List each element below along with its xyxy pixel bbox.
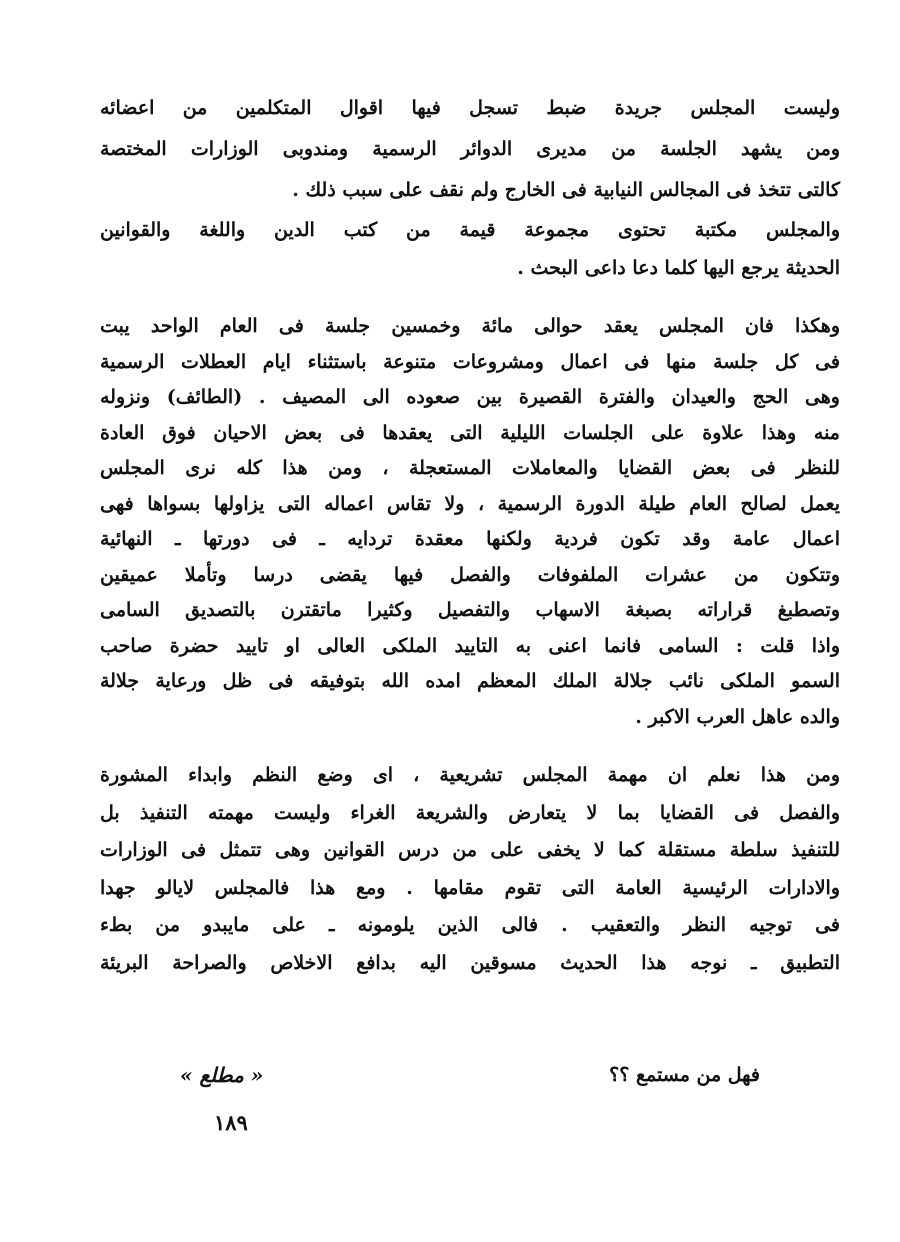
text-line: للنظر فى بعض القضايا والمعاملات المستعجلة ، ومن هذا كله نرى المجلس	[100, 457, 840, 479]
text-line: ومن يشهد الجلسة من مديرى الدوائر الرسمية ومندوبى الوزارات المختصة	[100, 138, 840, 160]
text-line: وليست المجلس جريدة ضبط تسجل فيها اقوال المتكلمين من اعضائه	[100, 97, 840, 119]
page-number: ١٨٩	[214, 1110, 248, 1135]
paragraph-4	[100, 757, 840, 982]
text-line: الحديثة يرجع اليها كلما دعا داعى البحث .	[517, 257, 840, 279]
text-line: التطبيق ـ نوجه هذا الحديث مسوقين اليه بدافع الاخلاص والصراحة البريئة	[100, 951, 840, 974]
text-line: وهى الحج والعيدان والفترة القصيرة بين صعوده الى المصيف . (الطائف) ونزوله	[100, 386, 840, 408]
paragraph-1	[100, 88, 840, 211]
text-line: وتصطبغ قراراته بصبغة الاسهاب والتفصيل وكثيرا ماتقترن بالتصديق السامى	[100, 599, 840, 621]
text-line: وهكذا فان المجلس يعقد حوالى مائة وخمسين جلسة فى العام الواحد يبت	[100, 315, 840, 337]
text-line: فى كل جلسة منها فى اعمال ومشروعات متنوعة باستثناء ايام العطلات الرسمية	[100, 350, 840, 373]
text-line: فى توجيه النظر والتعقيب . فالى الذين يلومونه ـ على مايبدو من بطء	[100, 914, 840, 936]
text-line: كالتى تتخذ فى المجالس النيابية فى الخارج ولم نقف على سبب ذلك .	[292, 179, 840, 201]
paragraph-2	[100, 211, 840, 287]
text-line: ومن هذا نعلم ان مهمة المجلس تشريعية ، اى وضع النظم وابداء المشورة	[100, 764, 840, 786]
text-line: السمو الملكى نائب جلالة الملك المعظم امده الله بتوفيقه فى ظل ورعاية جلالة	[100, 670, 840, 692]
text-line: اعمال عامة وقد تكون فردية ولكنها معقدة تردايه ـ فى دورتها ـ النهائية	[100, 528, 840, 550]
text-line: والادارات الرئيسية العامة التى تقوم مقامها . ومع هذا فالمجلس لايالو جهدا	[100, 876, 840, 899]
text-line: واذا قلت : السامى فانما اعنى به التاييد الملكى العالى او تاييد حضرة صاحب	[100, 634, 840, 657]
text-line: منه وهذا علاوة على الجلسات الليلية التى يعقدها فى بعض الاحيان فوق العادة	[100, 421, 840, 444]
text-line: وتتكون من عشرات الملفوفات والفصل فيها يقضى درسا وتأملا عميقين	[100, 563, 840, 586]
body-text	[100, 88, 840, 982]
closing-question: فهل من مستمع ؟؟	[609, 1064, 760, 1086]
text-line: والمجلس مكتبة تحتوى مجموعة قيمة من كتب الدين واللغة والقوانين	[100, 219, 840, 241]
text-line: والفصل فى القضايا بما لا يتعارض والشريعة الغراء وليست مهمته التنفيذ بل	[100, 801, 840, 824]
paragraph-3	[100, 309, 840, 735]
author-signature: « مطلع »	[180, 1063, 264, 1087]
closing-row	[180, 1055, 760, 1095]
text-line: للتنفيذ سلطة مستقلة كما لا يخفى على من درس القوانين وهى تتمثل فى الوزارات	[100, 839, 840, 861]
text-line: والده عاهل العرب الاكبر .	[635, 705, 840, 728]
text-line: يعمل لصالح العام طيلة الدورة الرسمية ، ولا تقاس اعماله التى يزاولها بسواها فهى	[100, 492, 840, 515]
